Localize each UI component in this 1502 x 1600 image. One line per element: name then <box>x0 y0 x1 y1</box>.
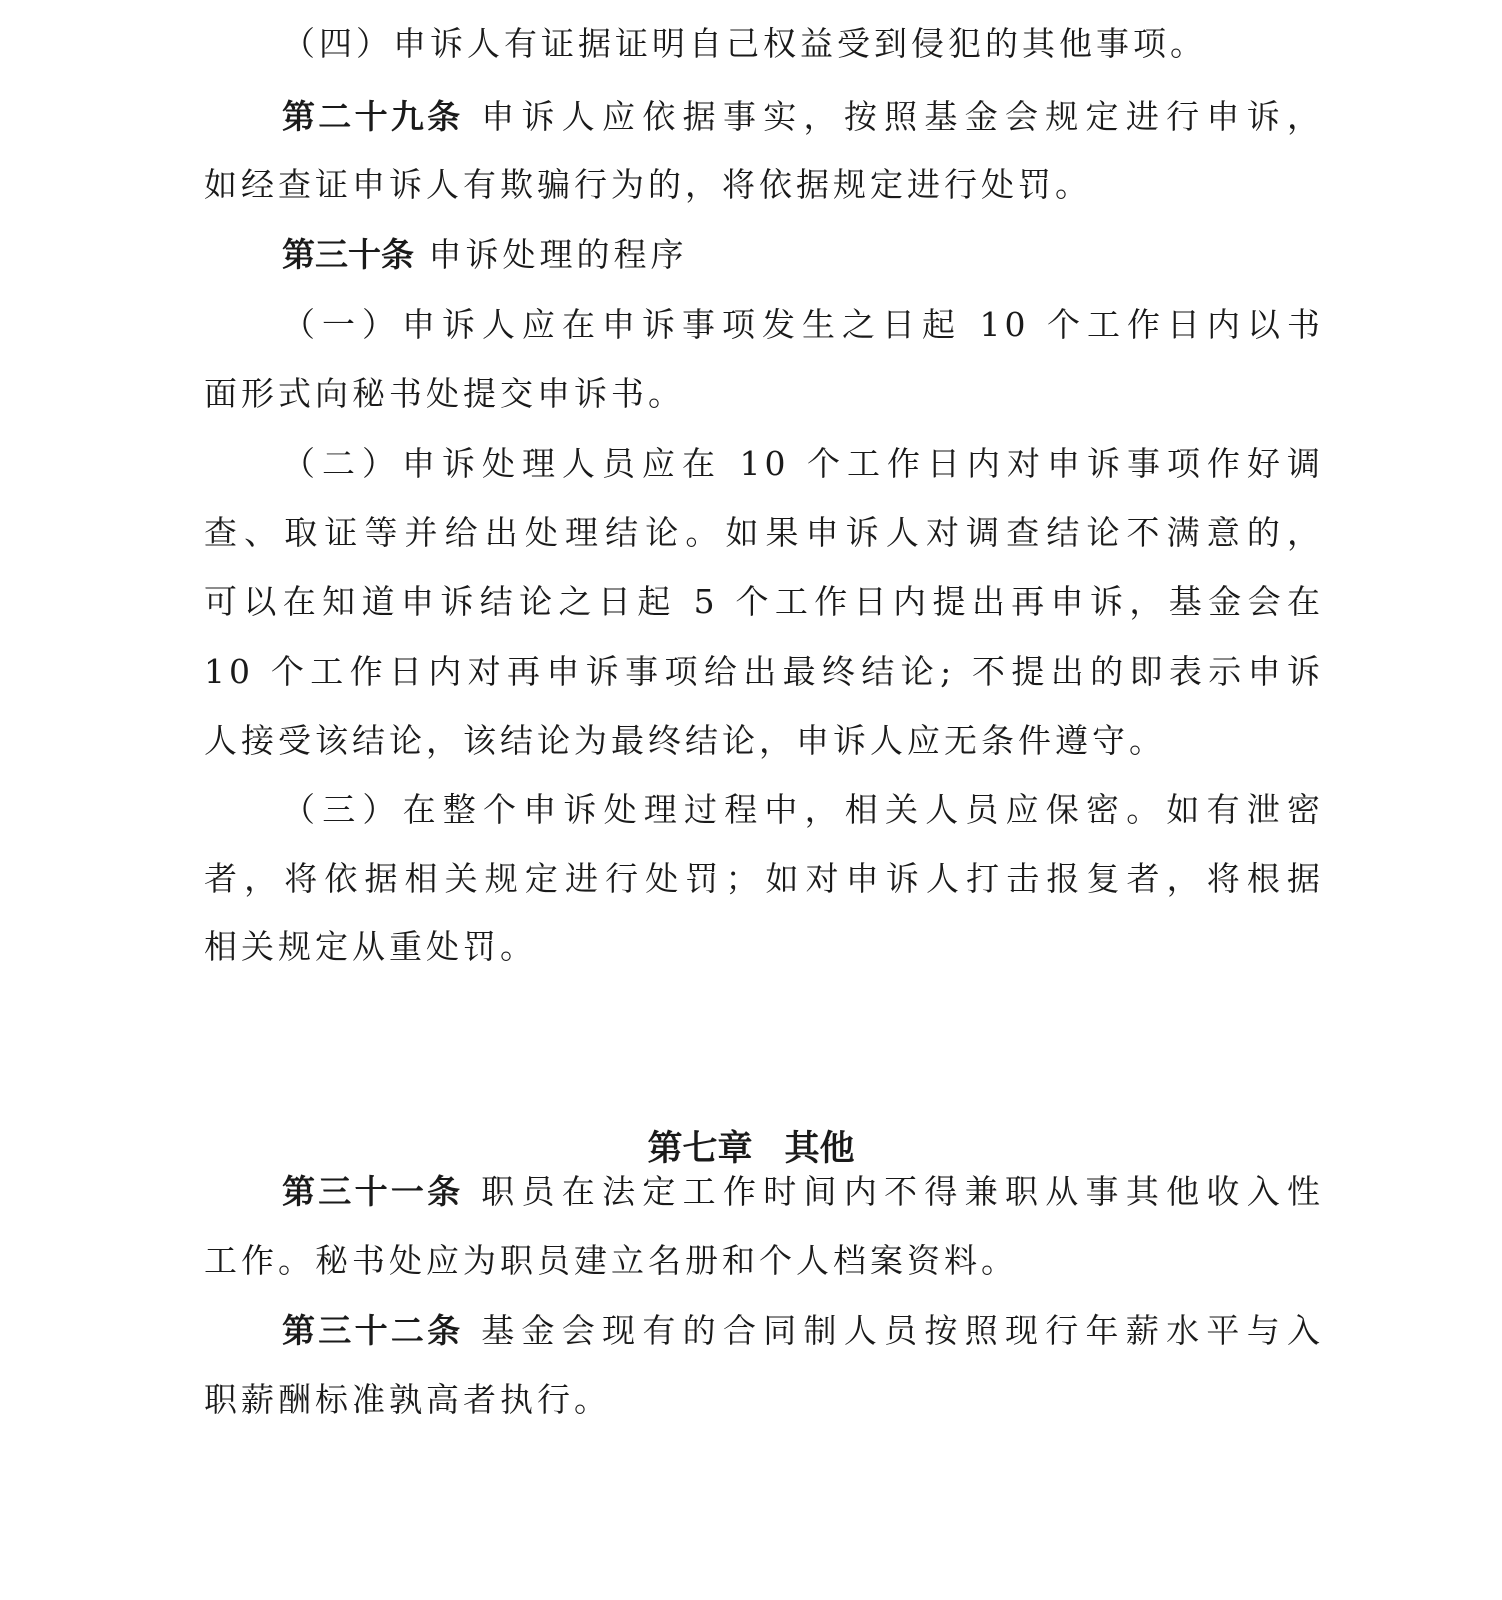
article-32-text: 基金会现有的合同制人员按照现行年薪水平与入 <box>481 1311 1325 1350</box>
article-30-item-3-line-3: 相关规定从重处罚。 <box>204 927 537 966</box>
article-30-item-3-line-2: 者，将依据相关规定进行处罚；如对申诉人打击报复者，将根据 <box>204 859 1324 898</box>
article-30-item-1-line-2: 面形式向秘书处提交申诉书。 <box>204 374 685 413</box>
article-30-item-2-line-3: 可以在知道申诉结论之日起 5 个工作日内提出再申诉，基金会在 <box>204 582 1324 621</box>
article-32-label: 第三十二条 <box>282 1311 464 1350</box>
article-31-text: 职员在法定工作时间内不得兼职从事其他收入性 <box>481 1172 1325 1211</box>
article-30-item-3-line-1: （三）在整个申诉处理过程中，相关人员应保密。如有泄密 <box>282 790 1324 829</box>
article-30-item-2-line-4: 10 个工作日内对再申诉事项给出最终结论; 不提出的即表示申诉 <box>204 652 1324 691</box>
sub-item-4: （四）申诉人有证据证明自己权益受到侵犯的其他事项。 <box>282 24 1207 63</box>
article-32-line-2: 职薪酬标准孰高者执行。 <box>204 1380 611 1419</box>
article-29-text: 申诉人应依据事实，按照基金会规定进行申诉， <box>481 97 1325 136</box>
article-30-label: 第三十条 <box>282 235 414 274</box>
article-30-line-1 <box>282 233 1324 277</box>
article-30-item-2-line-5: 人接受该结论，该结论为最终结论，申诉人应无条件遵守。 <box>204 721 1166 760</box>
article-31-line-1 <box>282 1170 1324 1214</box>
article-31-label: 第三十一条 <box>282 1172 464 1211</box>
chapter-7-number: 第七章 <box>647 1129 753 1169</box>
article-30-item-2-line-1: （二）申诉处理人员应在 10 个工作日内对申诉事项作好调 <box>282 444 1324 483</box>
article-30-item-2-line-2: 查、取证等并给出处理结论。如果申诉人对调查结论不满意的， <box>204 513 1324 552</box>
article-31-line-2: 工作。秘书处应为职员建立名册和个人档案资料。 <box>204 1241 1018 1280</box>
article-29-label: 第二十九条 <box>282 97 464 136</box>
article-29-line-1 <box>282 95 1324 139</box>
chapter-7-heading <box>0 1127 1502 1171</box>
article-30-item-1-line-1: （一）申诉人应在申诉事项发生之日起 10 个工作日内以书 <box>282 305 1324 344</box>
article-30-text: 申诉处理的程序 <box>428 235 688 274</box>
article-29-line-2: 如经查证申诉人有欺骗行为的，将依据规定进行处罚。 <box>204 165 1092 204</box>
chapter-7-title: 其他 <box>784 1129 855 1169</box>
article-32-line-1 <box>282 1309 1324 1353</box>
